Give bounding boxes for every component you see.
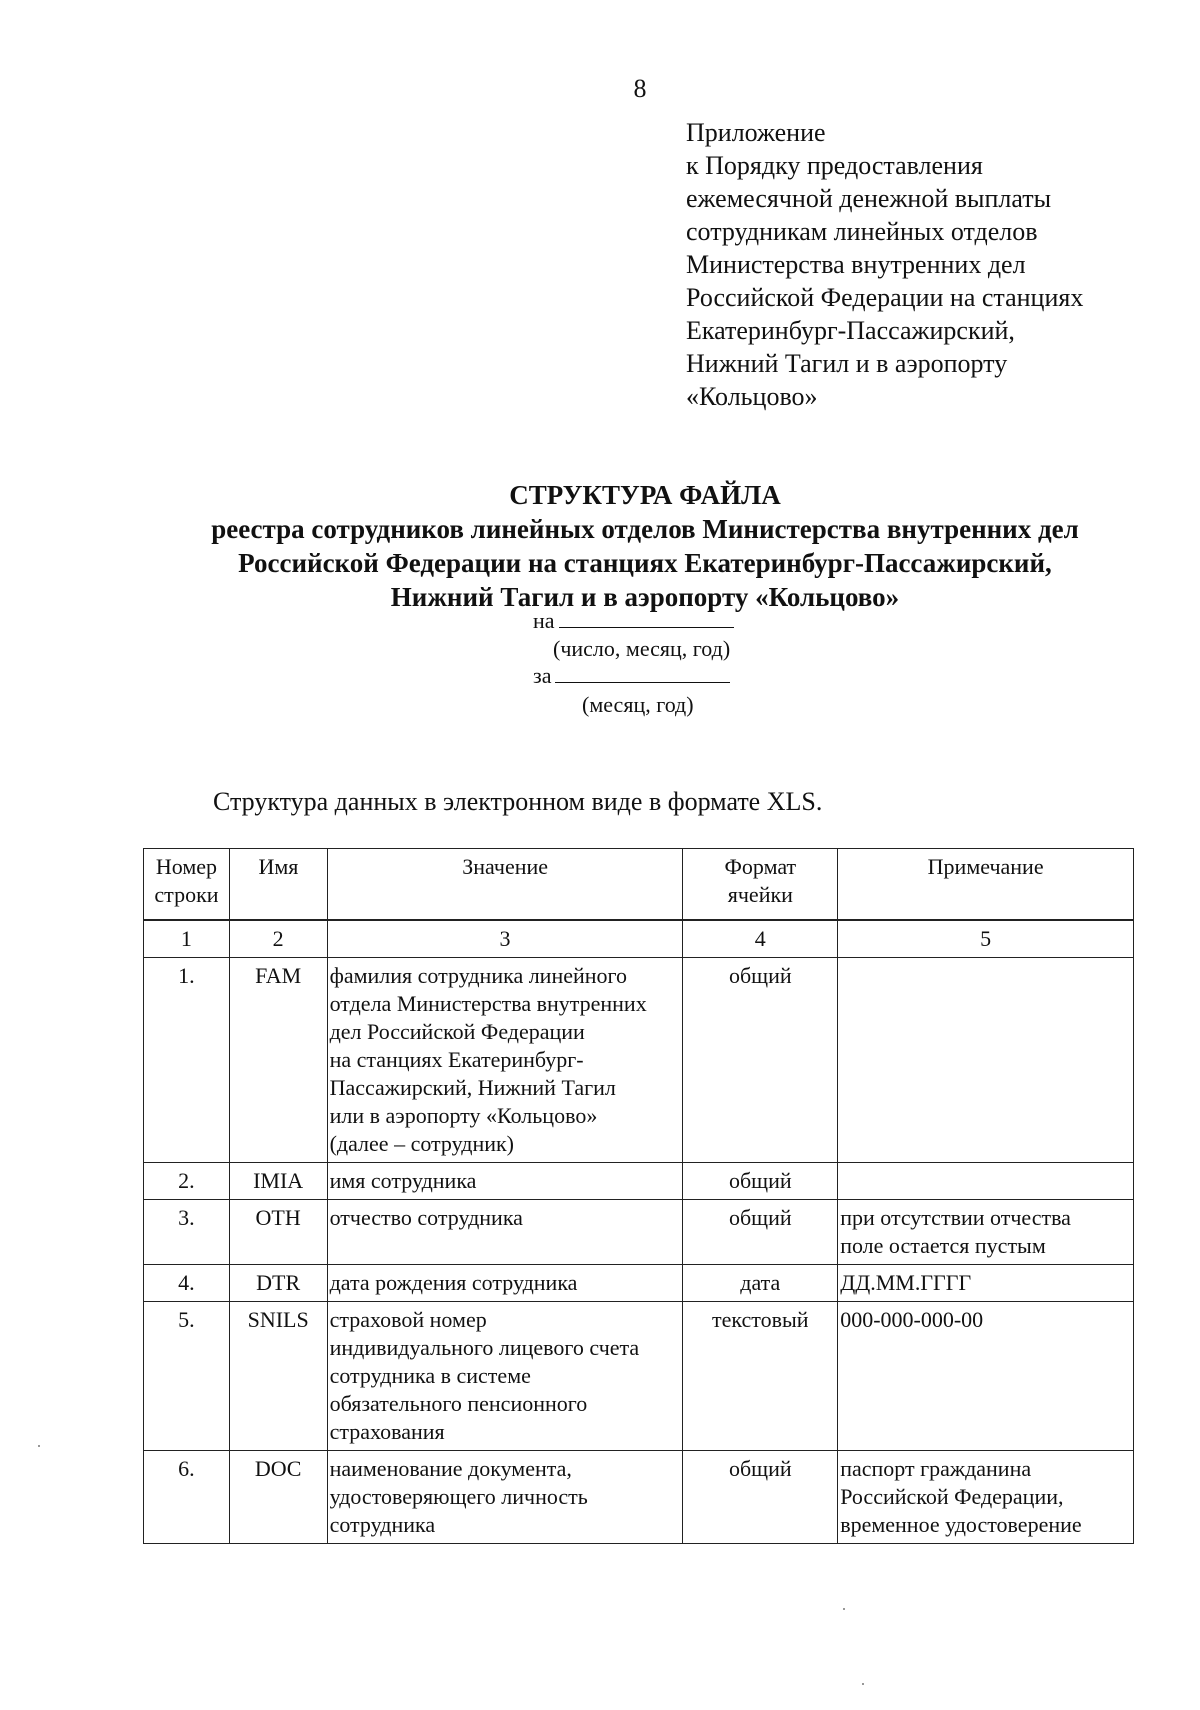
header-line: строки xyxy=(154,882,219,907)
scan-speck xyxy=(843,1608,845,1610)
value-line: удостоверяющего личность xyxy=(329,1484,588,1509)
value-line: отдела Министерства внутренних xyxy=(329,991,647,1016)
field-note xyxy=(838,1163,1134,1200)
table-row xyxy=(144,958,1134,1163)
value-line: дата рождения сотрудника xyxy=(329,1270,578,1295)
row-number: 4. xyxy=(144,1265,230,1302)
column-number-row xyxy=(144,921,1134,958)
appendix-block xyxy=(686,116,1083,413)
value-line: обязательного пенсионного xyxy=(329,1391,588,1416)
cell-format: общий xyxy=(683,1200,838,1265)
field-value xyxy=(327,1200,683,1265)
title-line: СТРУКТУРА ФАЙЛА xyxy=(509,480,781,510)
for-period-field xyxy=(533,662,730,689)
cell-format: дата xyxy=(683,1265,838,1302)
note-line: 000-000-000-00 xyxy=(840,1307,984,1332)
header-line: Имя xyxy=(258,854,299,879)
row-number: 5. xyxy=(144,1302,230,1451)
note-line: Российской Федерации, xyxy=(840,1484,1064,1509)
column-number: 3 xyxy=(327,921,683,958)
column-number: 5 xyxy=(838,921,1134,958)
row-number: 2. xyxy=(144,1163,230,1200)
for-period-blank[interactable] xyxy=(555,662,730,683)
field-name: OTH xyxy=(229,1200,327,1265)
field-value xyxy=(327,1163,683,1200)
title-line: Российской Федерации на станциях Екатеринбург-Пассажирский, xyxy=(238,548,1052,578)
field-name: DTR xyxy=(229,1265,327,1302)
value-line: страхования xyxy=(329,1419,445,1444)
column-number: 2 xyxy=(229,921,327,958)
header-line: Номер xyxy=(155,854,218,879)
header-line: ячейки xyxy=(727,882,793,907)
value-line: (далее – сотрудник) xyxy=(329,1131,514,1156)
row-number: 3. xyxy=(144,1200,230,1265)
appendix-line: Нижний Тагил и в аэропорту xyxy=(686,349,1008,378)
value-line: наименование документа, xyxy=(329,1456,572,1481)
title-line: реестра сотрудников линейных отделов Министерства внутренних дел xyxy=(211,514,1079,544)
field-note xyxy=(838,1302,1134,1451)
field-name: IMIA xyxy=(229,1163,327,1200)
field-name: SNILS xyxy=(229,1302,327,1451)
appendix-line: ежемесячной денежной выплаты xyxy=(686,184,1052,213)
note-line: при отсутствии отчества xyxy=(840,1205,1071,1230)
structure-table-body xyxy=(144,921,1134,1544)
scan-speck xyxy=(862,1683,864,1685)
note-line: поле остается пустым xyxy=(840,1233,1046,1258)
appendix-line: к Порядку предоставления xyxy=(686,151,983,180)
field-note xyxy=(838,1200,1134,1265)
value-line: сотрудника в системе xyxy=(329,1363,531,1388)
appendix-line: Приложение xyxy=(686,118,826,147)
note-line: паспорт гражданина xyxy=(840,1456,1032,1481)
table-row xyxy=(144,1163,1134,1200)
appendix-line: «Кольцово» xyxy=(686,382,818,411)
table-row xyxy=(144,1302,1134,1451)
on-date-hint: (число, месяц, год) xyxy=(553,636,731,661)
cell-format: общий xyxy=(683,1451,838,1544)
value-line: дел Российской Федерации xyxy=(329,1019,585,1044)
structure-table xyxy=(143,920,1134,1544)
column-number: 1 xyxy=(144,921,230,958)
value-line: сотрудника xyxy=(329,1512,436,1537)
column-number: 4 xyxy=(683,921,838,958)
field-value xyxy=(327,958,683,1163)
cell-format: текстовый xyxy=(683,1302,838,1451)
title-line: Нижний Тагил и в аэропорту «Кольцово» xyxy=(390,582,900,612)
value-line: или в аэропорту «Кольцово» xyxy=(329,1103,598,1128)
value-line: на станциях Екатеринбург- xyxy=(329,1047,584,1072)
document-title xyxy=(0,478,1200,614)
on-label: на xyxy=(533,608,555,633)
header-line: Формат xyxy=(724,854,797,879)
header-name xyxy=(229,849,327,920)
field-note xyxy=(838,1265,1134,1302)
header-line: Значение xyxy=(462,854,549,879)
field-name: DOC xyxy=(229,1451,327,1544)
header-value xyxy=(327,849,683,920)
field-value xyxy=(327,1265,683,1302)
note-line: ДД.ММ.ГГГГ xyxy=(840,1270,972,1295)
header-note xyxy=(838,849,1134,920)
field-note xyxy=(838,958,1134,1163)
table-row xyxy=(144,1451,1134,1544)
page-number: 8 xyxy=(633,74,647,103)
field-value xyxy=(327,1451,683,1544)
for-label: за xyxy=(533,663,552,688)
header-format xyxy=(683,849,838,920)
header-num xyxy=(144,849,230,920)
appendix-line: Екатеринбург-Пассажирский, xyxy=(686,316,1015,345)
value-line: индивидуального лицевого счета xyxy=(329,1335,640,1360)
appendix-line: сотрудникам линейных отделов xyxy=(686,217,1038,246)
cell-format: общий xyxy=(683,1163,838,1200)
value-line: страховой номер xyxy=(329,1307,487,1332)
note-line: временное удостоверение xyxy=(840,1512,1082,1537)
appendix-line: Министерства внутренних дел xyxy=(686,250,1026,279)
on-date-field xyxy=(533,607,734,634)
intro-text: Структура данных в электронном виде в формате XLS. xyxy=(213,787,823,816)
value-line: Пассажирский, Нижний Тагил xyxy=(329,1075,616,1100)
header-line: Примечание xyxy=(927,854,1044,879)
on-date-blank[interactable] xyxy=(559,607,734,628)
for-period-hint: (месяц, год) xyxy=(582,692,694,717)
scan-speck xyxy=(38,1445,40,1447)
field-value xyxy=(327,1302,683,1451)
value-line: имя сотрудника xyxy=(329,1168,477,1193)
table-row xyxy=(144,1200,1134,1265)
cell-format: общий xyxy=(683,958,838,1163)
appendix-line: Российской Федерации на станциях xyxy=(686,283,1084,312)
row-number: 6. xyxy=(144,1451,230,1544)
value-line: фамилия сотрудника линейного xyxy=(329,963,628,988)
row-number: 1. xyxy=(144,958,230,1163)
structure-table-header xyxy=(143,848,1134,920)
field-name: FAM xyxy=(229,958,327,1163)
value-line: отчество сотрудника xyxy=(329,1205,523,1230)
header-row xyxy=(144,849,1134,920)
field-note xyxy=(838,1451,1134,1544)
table-row xyxy=(144,1265,1134,1302)
